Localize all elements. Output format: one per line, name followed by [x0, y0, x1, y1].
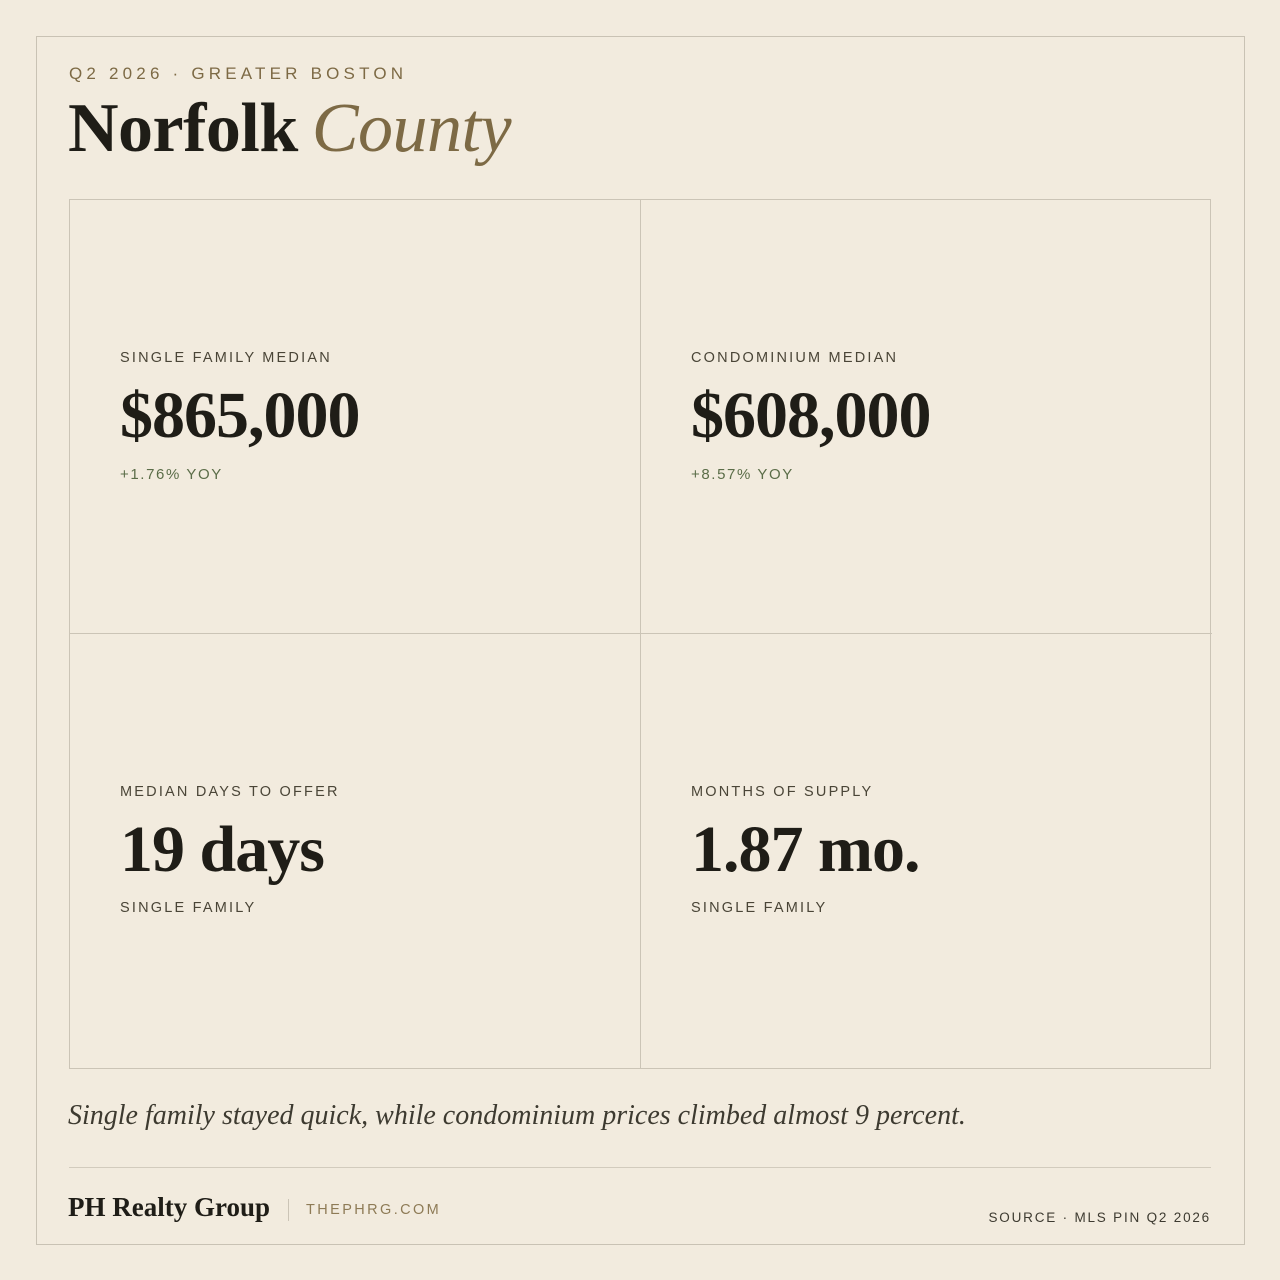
eyebrow: Q2 2026 · GREATER BOSTON [69, 64, 408, 83]
metric-single-family-median [70, 200, 641, 634]
metric-value: $865,000 [120, 379, 360, 452]
metric-note: SINGLE FAMILY [120, 900, 257, 916]
metric-value: $608,000 [691, 379, 931, 452]
metric-change: +8.57% YOY [691, 466, 794, 483]
summary-text: Single family stayed quick, while condominium prices climbed almost 9 percent. [68, 1100, 966, 1131]
metric-condominium-median [641, 200, 1212, 634]
metric-label: MEDIAN DAYS TO OFFER [120, 784, 340, 800]
page-title [68, 88, 511, 170]
metric-value: 1.87 mo. [691, 813, 920, 886]
metrics-grid [69, 199, 1211, 1069]
footer-divider [69, 1167, 1211, 1168]
metric-change: +1.76% YOY [120, 466, 223, 483]
metric-months-of-supply [641, 634, 1212, 1068]
metric-label: MONTHS OF SUPPLY [691, 784, 874, 800]
website-link[interactable]: THEPHRG.COM [306, 1202, 442, 1218]
metric-days-to-offer [70, 634, 641, 1068]
metric-value: 19 days [120, 813, 324, 886]
metric-note: SINGLE FAMILY [691, 900, 828, 916]
metric-label: SINGLE FAMILY MEDIAN [120, 350, 332, 366]
brand-divider [288, 1199, 289, 1221]
title-accent: County [311, 90, 512, 167]
metric-label: CONDOMINIUM MEDIAN [691, 350, 899, 366]
source-note: SOURCE · MLS PIN Q2 2026 [988, 1210, 1211, 1225]
title-main: Norfolk [68, 90, 298, 167]
brand-name: PH Realty Group [68, 1192, 270, 1222]
